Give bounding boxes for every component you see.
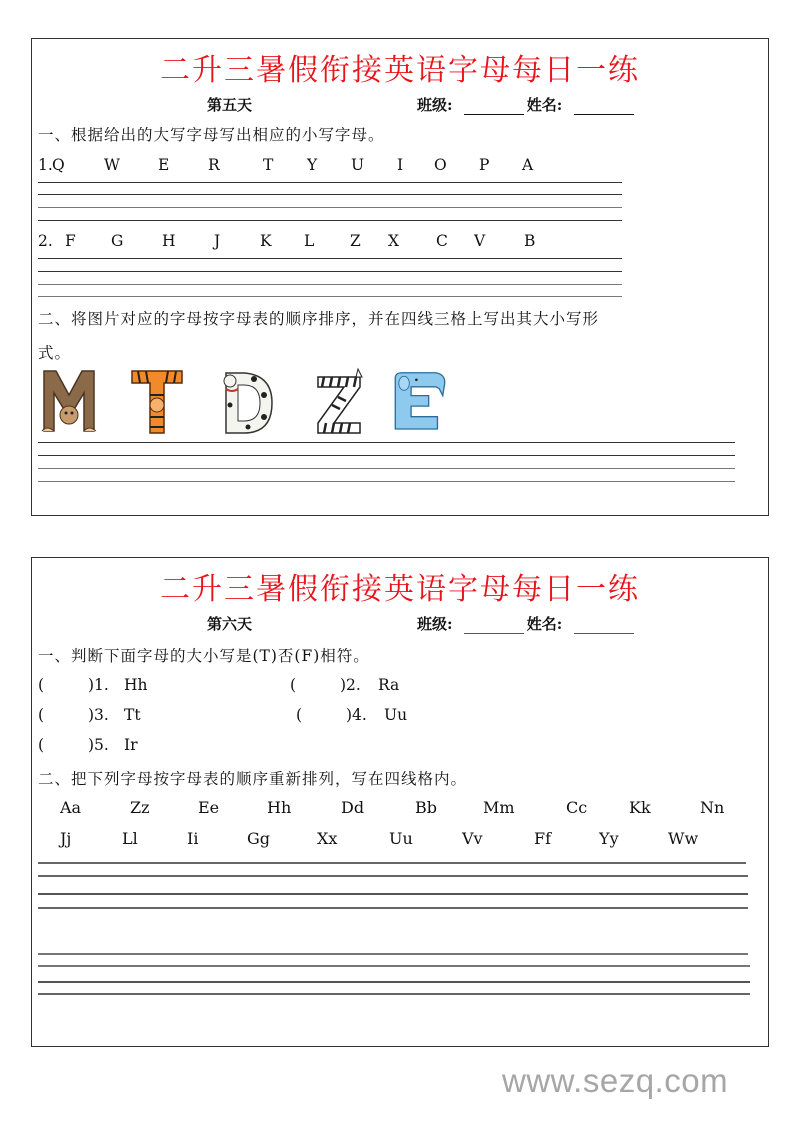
writing-line <box>38 981 750 983</box>
worksheet-title: 二升三暑假衔接英语字母每日一练 <box>160 572 640 607</box>
writing-line <box>38 481 735 482</box>
writing-line <box>38 907 748 909</box>
letter-pair: Ir <box>124 736 138 754</box>
writing-line <box>38 207 622 208</box>
letter-pair: Vv <box>462 829 483 848</box>
letter-pair: Xx <box>317 829 338 848</box>
question-1-title: 一、根据给出的大写字母写出相应的小写字母。 <box>38 126 385 144</box>
letter: K <box>260 232 272 250</box>
writing-line <box>38 455 735 456</box>
writing-line <box>38 862 746 864</box>
letter-pair: Ww <box>668 829 699 848</box>
worksheet-day-5 <box>31 38 769 516</box>
worksheet-meta <box>32 94 768 116</box>
item-number: )5. <box>88 736 109 754</box>
item-number: )1. <box>88 676 109 694</box>
letter-pair: Hh <box>267 798 292 817</box>
letter: I <box>397 156 404 174</box>
writing-line <box>38 271 622 272</box>
letter: J <box>214 232 221 250</box>
letter-pair: Uu <box>389 829 413 848</box>
monkey-letter-m-icon <box>40 365 98 435</box>
letter-pair: Yy <box>599 829 619 848</box>
tf-item-row-2 <box>38 706 738 728</box>
letter-pair: Ll <box>122 829 138 848</box>
class-blank[interactable] <box>464 619 524 634</box>
item-number: )4. <box>346 706 367 724</box>
elephant-letter-e-icon <box>390 365 448 435</box>
worksheet-day-6 <box>31 557 769 1047</box>
letter-pair: Bb <box>415 798 437 817</box>
answer-paren-open[interactable]: ( <box>296 706 303 724</box>
writing-line <box>38 893 748 895</box>
writing-line <box>38 993 750 995</box>
letter-pair: Mm <box>483 798 515 817</box>
row-label: 1. <box>38 156 53 174</box>
letter-pair: Ra <box>378 676 400 694</box>
animal-letter-pictures <box>40 365 470 439</box>
watermark: www.sezq.com <box>502 1062 729 1099</box>
question-2-title-line-2: 式。 <box>38 344 72 362</box>
writing-line <box>38 468 735 469</box>
letter: X <box>388 232 400 250</box>
letter: Y <box>307 156 318 174</box>
letter-pair: Nn <box>700 798 725 817</box>
letter-pair: Ff <box>534 829 552 848</box>
letter-pair: Cc <box>566 798 588 817</box>
class-label: 班级: <box>417 96 453 114</box>
letter-pair: Tt <box>124 706 141 724</box>
writing-line <box>38 182 622 183</box>
writing-line <box>38 220 622 221</box>
letter: H <box>162 232 176 250</box>
name-label: 姓名: <box>526 96 563 114</box>
tf-item-row-3 <box>38 736 738 758</box>
writing-line <box>38 875 748 877</box>
worksheet-meta <box>32 613 768 635</box>
writing-line <box>38 965 750 967</box>
letter: Z <box>350 232 361 250</box>
name-label: 姓名: <box>526 615 563 633</box>
letter: W <box>104 156 120 174</box>
letter: Q <box>52 156 65 174</box>
letter: O <box>434 156 447 174</box>
day-label: 第五天 <box>207 96 253 114</box>
writing-line <box>38 953 748 955</box>
letter: G <box>111 232 124 250</box>
writing-line <box>38 284 622 285</box>
letter: E <box>158 156 170 174</box>
letter: T <box>263 156 274 174</box>
letter: U <box>351 156 365 174</box>
question-2-title: 二、把下列字母按字母表的顺序重新排列，写在四线格内。 <box>38 770 468 788</box>
name-blank[interactable] <box>574 619 634 634</box>
row-label: 2. <box>38 232 53 250</box>
item-number: )2. <box>340 676 361 694</box>
letter-row-2 <box>38 232 638 254</box>
answer-paren-open[interactable]: ( <box>290 676 297 694</box>
class-blank[interactable] <box>464 100 524 115</box>
letter: F <box>65 232 76 250</box>
dalmatian-letter-d-icon <box>218 365 276 435</box>
answer-paren-open[interactable]: ( <box>38 676 45 694</box>
answer-paren-open[interactable]: ( <box>38 736 45 754</box>
letter-pair: Jj <box>60 829 72 848</box>
letter: C <box>436 232 448 250</box>
worksheet-title: 二升三暑假衔接英语字母每日一练 <box>160 53 640 88</box>
letter-pair: Ee <box>198 798 220 817</box>
answer-paren-open[interactable]: ( <box>38 706 45 724</box>
question-2-title-line-1: 二、将图片对应的字母按字母表的顺序排序，并在四线三格上写出其大小写形 <box>38 310 600 328</box>
letter-pair: Ii <box>187 829 199 848</box>
writing-line <box>38 194 622 195</box>
letter-row-1 <box>38 156 638 178</box>
letter-pair: Uu <box>384 706 408 724</box>
letter: L <box>304 232 315 250</box>
letter: A <box>522 156 534 174</box>
letter: B <box>524 232 536 250</box>
zebra-letter-z-icon <box>312 365 370 435</box>
letter-pair: Zz <box>130 798 150 817</box>
question-1-title: 一、判断下面字母的大小写是(T)否(F)相符。 <box>38 647 370 665</box>
letter: V <box>474 232 486 250</box>
name-blank[interactable] <box>574 100 634 115</box>
letter-pair: Aa <box>60 798 82 817</box>
class-label: 班级: <box>417 615 453 633</box>
letter-pair: Kk <box>629 798 651 817</box>
tf-item-row-1 <box>38 676 738 698</box>
day-label: 第六天 <box>207 615 253 633</box>
writing-line <box>38 296 622 297</box>
letter-pair: Hh <box>124 676 148 694</box>
letter: P <box>479 156 490 174</box>
letter: R <box>208 156 220 174</box>
letter-pair: Dd <box>341 798 365 817</box>
writing-line <box>38 442 735 443</box>
writing-line <box>38 258 622 259</box>
item-number: )3. <box>88 706 109 724</box>
letter-pair: Gg <box>247 829 271 848</box>
tiger-letter-t-icon <box>128 365 186 435</box>
